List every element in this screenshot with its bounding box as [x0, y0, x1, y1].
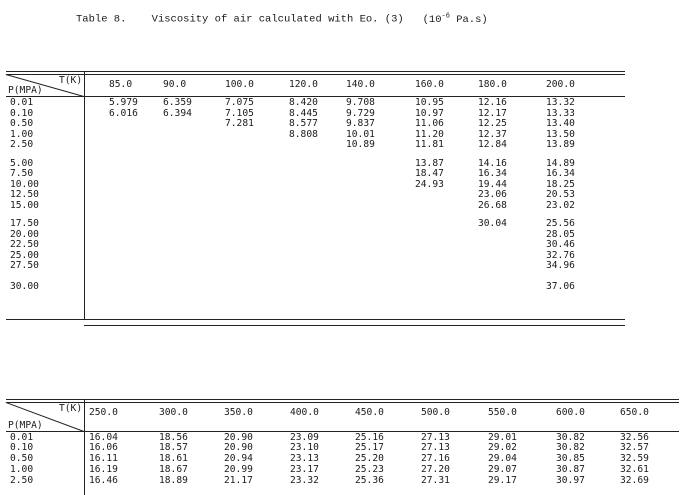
- table-cell: 11.06: [415, 118, 444, 129]
- table-cell: 12.17: [478, 108, 507, 119]
- table-cell: 30.97: [556, 475, 585, 486]
- table-cell: 6.394: [163, 108, 192, 119]
- table-cell: 23.32: [290, 475, 319, 486]
- pressure-label: 0.01: [10, 432, 34, 443]
- table-cell: 16.06: [89, 442, 118, 453]
- table-cell: 26.68: [478, 200, 507, 211]
- table-cell: 23.17: [290, 464, 319, 475]
- table-cell: 20.99: [224, 464, 253, 475]
- table-cell: 20.90: [224, 432, 253, 443]
- temperature-header: 200.0: [546, 79, 575, 90]
- temperature-header: 350.0: [224, 407, 253, 418]
- table-cell: 14.16: [478, 158, 507, 169]
- temperature-header: 500.0: [421, 407, 450, 418]
- table-cell: 25.36: [355, 475, 384, 486]
- temperature-header: 300.0: [159, 407, 188, 418]
- temperature-header: 600.0: [556, 407, 585, 418]
- table-cell: 10.97: [415, 108, 444, 119]
- pressure-label: 0.50: [10, 453, 34, 464]
- table-number: Table 8.: [76, 13, 127, 26]
- pressure-label: 2.50: [10, 475, 34, 486]
- table-cell: 9.708: [346, 97, 375, 108]
- table-cell: 32.76: [546, 250, 575, 261]
- pressure-label: 7.50: [10, 168, 34, 179]
- table-cell: 7.281: [225, 118, 254, 129]
- table-cell: 32.56: [620, 432, 649, 443]
- table-cell: 32.69: [620, 475, 649, 486]
- table-cell: 19.44: [478, 179, 507, 190]
- table-cell: 16.11: [89, 453, 118, 464]
- temperature-header: 100.0: [225, 79, 254, 90]
- table-cell: 8.445: [289, 108, 318, 119]
- table-cell: 13.33: [546, 108, 575, 119]
- table-cell: 30.46: [546, 239, 575, 250]
- table-caption: Viscosity of air calculated with Eo. (3): [151, 13, 404, 26]
- table-cell: 32.59: [620, 453, 649, 464]
- table-cell: 18.25: [546, 179, 575, 190]
- table-cell: 18.56: [159, 432, 188, 443]
- temperature-header: 450.0: [355, 407, 384, 418]
- table-cell: 10.95: [415, 97, 444, 108]
- table-cell: 29.02: [488, 442, 517, 453]
- table-cell: 16.34: [478, 168, 507, 179]
- pressure-label: 0.10: [10, 442, 34, 453]
- table-cell: 16.19: [89, 464, 118, 475]
- table-cell: 7.105: [225, 108, 254, 119]
- table-cell: 16.34: [546, 168, 575, 179]
- column-divider: [84, 71, 85, 319]
- table-cell: 6.359: [163, 97, 192, 108]
- table-cell: 25.17: [355, 442, 384, 453]
- table-cell: 8.808: [289, 129, 318, 140]
- temperature-header: 140.0: [346, 79, 375, 90]
- table-title: [76, 12, 488, 26]
- table-cell: 25.56: [546, 218, 575, 229]
- table-cell: 27.20: [421, 464, 450, 475]
- pressure-label: 2.50: [10, 139, 34, 150]
- pressure-label: 0.01: [10, 97, 34, 108]
- table-cell: 6.016: [109, 108, 138, 119]
- table-cell: 30.85: [556, 453, 585, 464]
- table-cell: 23.06: [478, 189, 507, 200]
- temperature-header: 180.0: [478, 79, 507, 90]
- table-cell: 34.96: [546, 260, 575, 271]
- temperature-header: 550.0: [488, 407, 517, 418]
- table-cell: 8.577: [289, 118, 318, 129]
- pressure-label: 1.00: [10, 464, 34, 475]
- temperature-header: 85.0: [109, 79, 133, 90]
- table-cell: 16.46: [89, 475, 118, 486]
- table-cell: 30.87: [556, 464, 585, 475]
- column-divider: [84, 399, 85, 495]
- corner-temperature-label: T(K): [59, 75, 83, 86]
- table-cell: 9.837: [346, 118, 375, 129]
- table-cell: 18.47: [415, 168, 444, 179]
- pressure-label: 27.50: [10, 260, 39, 271]
- table-cell: 12.25: [478, 118, 507, 129]
- table-cell: 8.420: [289, 97, 318, 108]
- table-cell: 37.06: [546, 281, 575, 292]
- temperature-header: 90.0: [163, 79, 187, 90]
- pressure-label: 20.00: [10, 229, 39, 240]
- table-units: ($10^{-6}$ Pa.s): [422, 12, 488, 26]
- table-cell: 24.93: [415, 179, 444, 190]
- table-cell: 13.89: [546, 139, 575, 150]
- pressure-label: 1.00: [10, 129, 34, 140]
- table-cell: 25.23: [355, 464, 384, 475]
- table-cell: 25.16: [355, 432, 384, 443]
- bottom-rule: [6, 319, 625, 320]
- temperature-header: 250.0: [89, 407, 118, 418]
- temperature-header: 650.0: [620, 407, 649, 418]
- pressure-label: 15.00: [10, 200, 39, 211]
- table-cell: 29.07: [488, 464, 517, 475]
- top-rule-inner: [6, 74, 625, 75]
- table-cell: 23.10: [290, 442, 319, 453]
- table-cell: 20.53: [546, 189, 575, 200]
- table-cell: 29.01: [488, 432, 517, 443]
- table-cell: 28.05: [546, 229, 575, 240]
- table-cell: 27.13: [421, 432, 450, 443]
- table-cell: 16.04: [89, 432, 118, 443]
- table-cell: 7.075: [225, 97, 254, 108]
- table-cell: 30.04: [478, 218, 507, 229]
- table-cell: 12.37: [478, 129, 507, 140]
- pressure-label: 10.00: [10, 179, 39, 190]
- top-rule-inner: [6, 402, 679, 403]
- corner-pressure-label: P(MPA): [8, 85, 43, 96]
- table-cell: 23.13: [290, 453, 319, 464]
- table-cell: 14.89: [546, 158, 575, 169]
- table-cell: 11.81: [415, 139, 444, 150]
- pressure-label: 22.50: [10, 239, 39, 250]
- table-cell: 29.17: [488, 475, 517, 486]
- table-cell: 18.67: [159, 464, 188, 475]
- pressure-label: 25.00: [10, 250, 39, 261]
- top-rule: [6, 71, 625, 72]
- pressure-label: 5.00: [10, 158, 34, 169]
- table-cell: 27.31: [421, 475, 450, 486]
- pressure-label: 30.00: [10, 281, 39, 292]
- corner-pressure-label: P(MPA): [8, 420, 43, 431]
- table-cell: 20.90: [224, 442, 253, 453]
- pressure-label: 17.50: [10, 218, 39, 229]
- pressure-label: 12.50: [10, 189, 39, 200]
- bottom-rule-outer: [84, 325, 625, 326]
- table-cell: 20.94: [224, 453, 253, 464]
- table-cell: 23.09: [290, 432, 319, 443]
- table-cell: 13.40: [546, 118, 575, 129]
- top-rule: [6, 399, 679, 400]
- table-cell: 12.16: [478, 97, 507, 108]
- table-cell: 23.02: [546, 200, 575, 211]
- table-cell: 21.17: [224, 475, 253, 486]
- table-cell: 18.57: [159, 442, 188, 453]
- table-cell: 10.89: [346, 139, 375, 150]
- table-cell: 18.61: [159, 453, 188, 464]
- table-cell: 13.50: [546, 129, 575, 140]
- table-cell: 32.57: [620, 442, 649, 453]
- temperature-header: 120.0: [289, 79, 318, 90]
- table-cell: 5.979: [109, 97, 138, 108]
- table-cell: 32.61: [620, 464, 649, 475]
- corner-temperature-label: T(K): [59, 403, 83, 414]
- table-cell: 9.729: [346, 108, 375, 119]
- units-exponent: -6: [441, 12, 450, 20]
- table-cell: 13.87: [415, 158, 444, 169]
- pressure-label: 0.10: [10, 108, 34, 119]
- table-cell: 25.20: [355, 453, 384, 464]
- table-cell: 29.04: [488, 453, 517, 464]
- table-cell: 13.32: [546, 97, 575, 108]
- table-cell: 10.01: [346, 129, 375, 140]
- table-cell: 30.82: [556, 442, 585, 453]
- table-cell: 12.84: [478, 139, 507, 150]
- temperature-header: 400.0: [290, 407, 319, 418]
- table-cell: 30.82: [556, 432, 585, 443]
- pressure-label: 0.50: [10, 118, 34, 129]
- table-cell: 18.89: [159, 475, 188, 486]
- table-cell: 27.16: [421, 453, 450, 464]
- table-cell: 11.20: [415, 129, 444, 140]
- temperature-header: 160.0: [415, 79, 444, 90]
- table-cell: 27.13: [421, 442, 450, 453]
